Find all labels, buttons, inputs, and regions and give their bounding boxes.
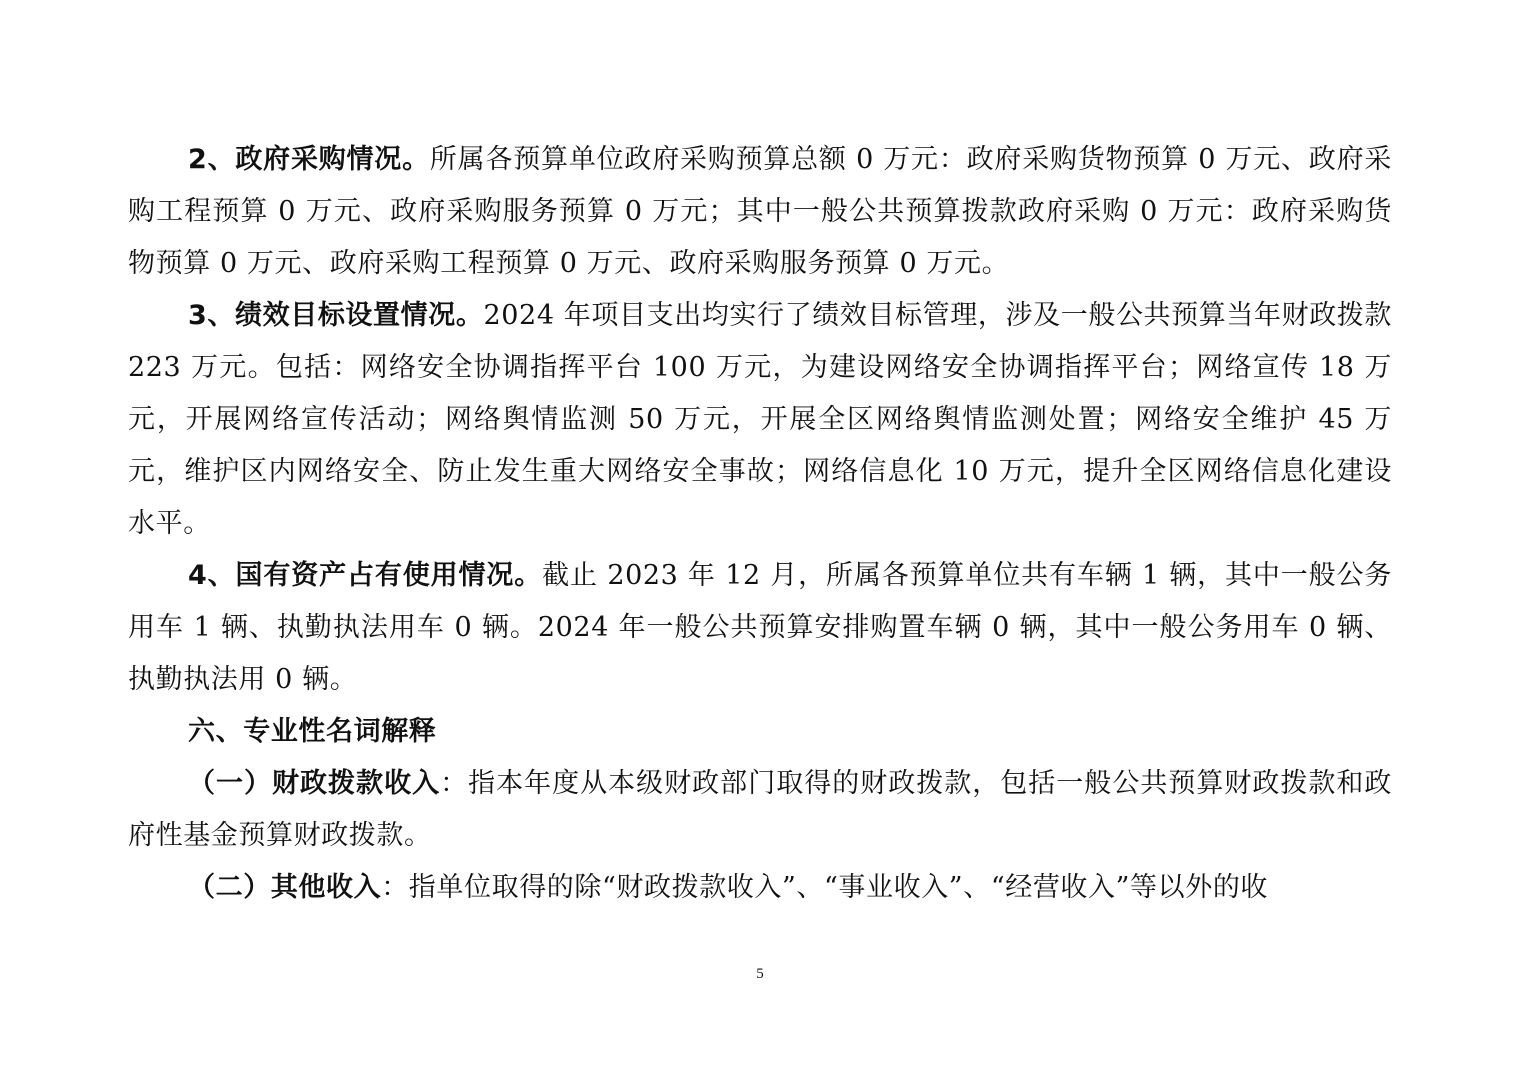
paragraph-government-procurement bbox=[128, 134, 1392, 290]
page-number: 5 bbox=[756, 966, 764, 982]
definition-text: ：指本年度从本级财政部门取得的财政拨款，包括一般公共预算财政拨款和政府性基金预算财政拨款。 bbox=[128, 768, 1392, 851]
definition-text: ：指单位取得的除“财政拨款收入”、“事业收入”、“经营收入”等以外的收 bbox=[381, 872, 1269, 903]
paragraph-lead: 4、国有资产占有使用情况。 bbox=[188, 560, 543, 591]
paragraph-lead: 3、绩效目标设置情况。 bbox=[188, 300, 484, 331]
paragraph-text: 所属各预算单位政府采购预算总额 0 万元：政府采购货物预算 0 万元、政府采购工程预算 0 万元、政府采购服务预算 0 万元；其中一般公共预算拨款政府采购 0 万元：政府采购货物预算 0 万元、政府采购工程预算 0 万元、政府采购服务预算 0 万元。 bbox=[128, 144, 1392, 279]
paragraph-state-assets bbox=[128, 550, 1392, 706]
paragraph-lead: 2、政府采购情况。 bbox=[188, 144, 430, 175]
definition-fiscal-appropriation-income bbox=[128, 758, 1392, 862]
paragraph-text: 2024 年项目支出均实行了绩效目标管理，涉及一般公共预算当年财政拨款 223 万元。包括：网络安全协调指挥平台 100 万元，为建设网络安全协调指挥平台；网络宣传 18 万元，开展网络宣传活动；网络舆情监测 50 万元，开展全区网络舆情监测处置；网络安全维护 45 万元，维护区内网络安全、防止发生重大网络安全事故；网络信息化 10 万元，提升全区网络信息化建设水平。 bbox=[128, 300, 1393, 539]
section-heading: 六、专业性名词解释 bbox=[188, 716, 437, 747]
paragraph-performance-targets bbox=[128, 290, 1392, 550]
definition-term: （二）其他收入 bbox=[188, 872, 382, 903]
definition-other-income bbox=[128, 862, 1392, 914]
definition-term: （一）财政拨款收入 bbox=[188, 768, 441, 799]
paragraph-text: 截止 2023 年 12 月，所属各预算单位共有车辆 1 辆，其中一般公务用车 1 辆、执勤执法用车 0 辆。2024 年一般公共预算安排购置车辆 0 辆，其中一般公务用车 0 辆、执勤执法用 0 辆。 bbox=[128, 560, 1392, 695]
document-body bbox=[128, 134, 1392, 914]
